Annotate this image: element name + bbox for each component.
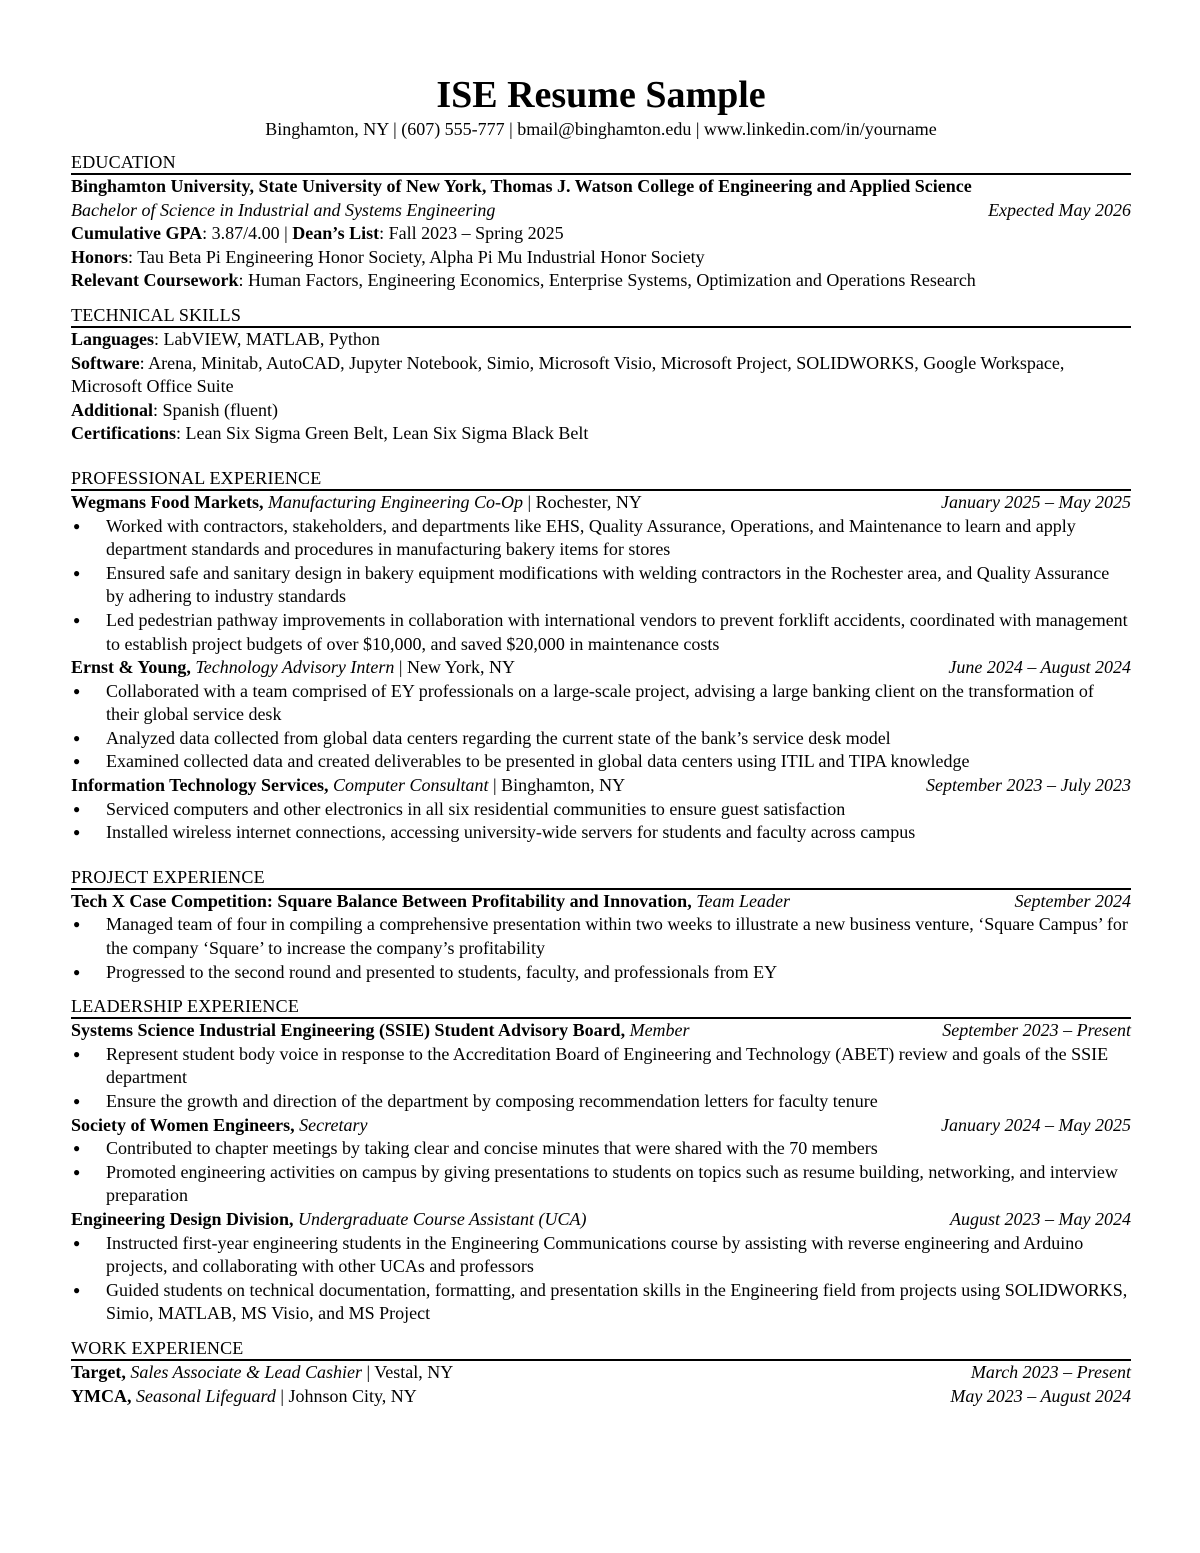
job-org: Wegmans Food Markets,: [71, 491, 264, 512]
leadership-role: Member: [629, 1020, 690, 1041]
honors-value: : Tau Beta Pi Engineering Honor Society, Alpha Pi Mu Industrial Honor Society: [128, 246, 705, 267]
leadership-header-swe: [71, 1114, 1131, 1138]
deans-list-label: Dean’s List: [292, 223, 380, 244]
work-title-group: [71, 1385, 417, 1409]
bullet-list-ssie: [71, 1043, 1131, 1114]
list-item: ● Contributed to chapter meetings by taking clear and concise minutes that were shared with the 70 members: [71, 1137, 1131, 1161]
bullet-list-project: [71, 913, 1131, 984]
skill-value: : Lean Six Sigma Green Belt, Lean Six Sigma Black Belt: [175, 423, 589, 444]
skill-line-certifications: [71, 422, 1131, 446]
skill-line-software: [71, 352, 1131, 399]
coursework-value: : Human Factors, Engineering Economics, Enterprise Systems, Optimization and Operations Research: [238, 270, 976, 291]
project-title-group: [71, 890, 790, 914]
leadership-date: January 2024 – May 2025: [941, 1114, 1131, 1135]
work-title-group: [71, 1361, 453, 1385]
bullet-list-edd: [71, 1232, 1131, 1326]
job-org: Ernst & Young,: [71, 657, 191, 678]
job-header-its: [71, 774, 1131, 798]
list-item: ● Progressed to the second round and presented to students, faculty, and professionals from EY: [71, 961, 1131, 985]
section-heading-leadership: LEADERSHIP EXPERIENCE: [71, 995, 1131, 1019]
job-header-wegmans: [71, 491, 1131, 515]
skill-value: : Arena, Minitab, AutoCAD, Jupyter Notebook, Simio, Microsoft Visio, Microsoft Project, SOLIDWORKS, Google Workspace, Microsoft Office Suite: [71, 352, 1065, 397]
gpa-label: Cumulative GPA: [71, 223, 203, 244]
list-item: ● Serviced computers and other electronics in all six residential communities to ensure guest satisfaction: [71, 798, 1131, 822]
list-item: ● Promoted engineering activities on campus by giving presentations to students on topics such as resume building, networking, and interview preparation: [71, 1161, 1131, 1208]
job-title-group: [71, 774, 625, 798]
job-date: June 2024 – August 2024: [948, 657, 1131, 678]
skill-label: Languages: [71, 328, 155, 349]
leadership-title-group: [71, 1019, 690, 1043]
leadership-header-ssie: [71, 1019, 1131, 1043]
section-heading-project: PROJECT EXPERIENCE: [71, 866, 1131, 890]
graduation-date: Expected May 2026: [988, 199, 1131, 220]
job-location: | Binghamton, NY: [488, 775, 626, 796]
gpa-value: : 3.87/4.00 |: [202, 223, 293, 244]
list-item: ● Instructed first-year engineering students in the Engineering Communications course by assisting with reverse engineering and Arduino projects, and collaborating with other UCAs and professors: [71, 1232, 1131, 1279]
school-name: Binghamton University, State University of New York, Thomas J. Watson College of Engineering and Applied Science: [71, 176, 972, 196]
contact-line: Binghamton, NY | (607) 555-777 | bmail@binghamton.edu | www.linkedin.com/in/yourname: [265, 119, 937, 139]
list-item: ● Collaborated with a team comprised of EY professionals on a large-scale project, advising a large banking client on the transformation of their global service desk: [71, 680, 1131, 727]
work-role: Sales Associate & Lead Cashier: [130, 1361, 362, 1382]
bullet-list-swe: [71, 1137, 1131, 1208]
resume-content: [71, 72, 1131, 1408]
leadership-org: Society of Women Engineers,: [71, 1114, 295, 1135]
honors-line: [71, 246, 1131, 270]
job-role: Computer Consultant: [333, 775, 489, 796]
leadership-role: Secretary: [299, 1114, 368, 1135]
job-org: Information Technology Services,: [71, 775, 329, 796]
list-item: ● Ensure the growth and direction of the department by composing recommendation letters for faculty tenure: [71, 1090, 1131, 1114]
skill-line-languages: [71, 328, 1131, 352]
work-role: Seasonal Lifeguard: [136, 1385, 276, 1406]
coursework-label: Relevant Coursework: [71, 270, 239, 291]
leadership-role: Undergraduate Course Assistant (UCA): [298, 1208, 587, 1229]
coursework-line: [71, 269, 1131, 293]
deans-list-value: : Fall 2023 – Spring 2025: [379, 223, 564, 244]
leadership-date: September 2023 – Present: [942, 1020, 1131, 1041]
work-location: | Vestal, NY: [362, 1361, 454, 1382]
skill-label: Certifications: [71, 423, 176, 444]
list-item: ● Managed team of four in compiling a comprehensive presentation within two weeks to illustrate a new business venture, ‘Square Campus’ for the company ‘Square’ to increase the company’s profitability: [71, 913, 1131, 960]
bullet-list-its: [71, 798, 1131, 845]
skill-line-additional: [71, 399, 1131, 423]
work-location: | Johnson City, NY: [275, 1385, 417, 1406]
leadership-title-group: [71, 1114, 367, 1138]
list-item: ● Represent student body voice in response to the Accreditation Board of Engineering and Technology (ABET) review and goals of the SSIE department: [71, 1043, 1131, 1090]
degree: Bachelor of Science in Industrial and Systems Engineering: [71, 199, 496, 220]
work-date: May 2023 – August 2024: [950, 1385, 1131, 1406]
list-item: ● Worked with contractors, stakeholders, and departments like EHS, Quality Assurance, Operations, and Maintenance to learn and apply department standards and procedures in manufacturing bakery items for stores: [71, 515, 1131, 562]
project-name: Tech X Case Competition: Square Balance Between Profitability and Innovation,: [71, 890, 692, 911]
job-title-group: [71, 491, 642, 515]
list-item: ● Guided students on technical documentation, formatting, and presentation skills in the Engineering field from projects using SOLIDWORKS, Simio, MATLAB, MS Visio, and MS Project: [71, 1279, 1131, 1326]
skill-value: : LabVIEW, MATLAB, Python: [154, 328, 380, 349]
bullet-list-ey: [71, 680, 1131, 774]
gpa-line: [71, 222, 1131, 246]
section-heading-education: EDUCATION: [71, 151, 1131, 175]
job-header-ey: [71, 656, 1131, 680]
skill-label: Additional: [71, 399, 154, 420]
project-role: Team Leader: [696, 890, 791, 911]
section-heading-professional: PROFESSIONAL EXPERIENCE: [71, 467, 1131, 491]
bullet-list-wegmans: [71, 515, 1131, 657]
project-header: [71, 890, 1131, 914]
list-item: ● Ensured safe and sanitary design in bakery equipment modifications with welding contractors in the Rochester area, and Quality Assurance by adhering to industry standards: [71, 562, 1131, 609]
job-location: | New York, NY: [394, 657, 515, 678]
list-item: ● Examined collected data and created deliverables to be presented in global data centers using ITIL and TIPA knowledge: [71, 750, 1131, 774]
job-date: September 2023 – July 2023: [926, 775, 1131, 796]
work-date: March 2023 – Present: [970, 1361, 1131, 1382]
section-heading-work: WORK EXPERIENCE: [71, 1337, 1131, 1361]
work-org: YMCA,: [71, 1385, 132, 1406]
job-role: Manufacturing Engineering Co-Op: [268, 491, 523, 512]
leadership-org: Engineering Design Division,: [71, 1208, 294, 1229]
list-item: ● Led pedestrian pathway improvements in collaboration with international vendors to prevent forklift accidents, coordinated with management to establish project budgets of over $10,000, and saved $20,000 in maintenance costs: [71, 609, 1131, 656]
skill-label: Software: [71, 352, 140, 373]
resume-title: ISE Resume Sample: [436, 74, 766, 116]
work-row-ymca: [71, 1385, 1131, 1409]
job-title-group: [71, 656, 515, 680]
list-item: ● Installed wireless internet connections, accessing university-wide servers for students and faculty across campus: [71, 821, 1131, 845]
honors-label: Honors: [71, 246, 129, 267]
section-heading-skills: TECHNICAL SKILLS: [71, 304, 1131, 328]
list-item: ● Analyzed data collected from global data centers regarding the current state of the bank’s service desk model: [71, 727, 1131, 751]
skill-value: : Spanish (fluent): [153, 399, 279, 420]
leadership-header-edd: [71, 1208, 1131, 1232]
leadership-date: August 2023 – May 2024: [950, 1208, 1131, 1229]
work-org: Target,: [71, 1361, 126, 1382]
work-row-target: [71, 1361, 1131, 1385]
job-date: January 2025 – May 2025: [941, 491, 1131, 512]
job-location: | Rochester, NY: [522, 491, 642, 512]
job-role: Technology Advisory Intern: [195, 657, 395, 678]
project-date: September 2024: [1014, 890, 1131, 911]
leadership-title-group: [71, 1208, 587, 1232]
leadership-org: Systems Science Industrial Engineering (SSIE) Student Advisory Board,: [71, 1020, 626, 1041]
degree-row: [71, 199, 1131, 223]
